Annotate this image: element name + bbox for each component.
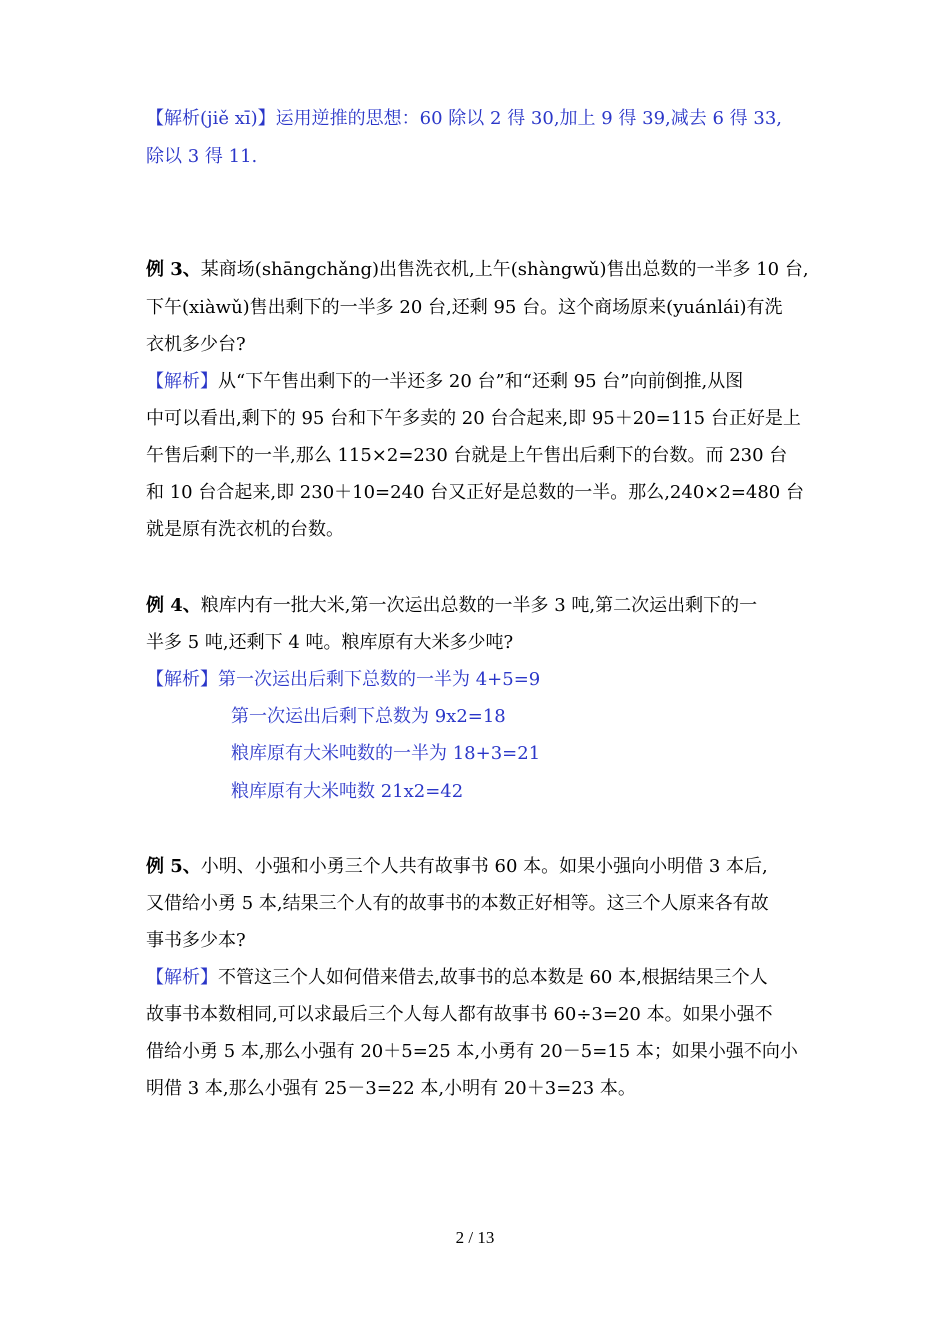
analysis-line: 粮库原有大米吨数 21x2=42 [231, 781, 464, 802]
analysis-line: 中可以看出,剩下的 95 台和下午多卖的 20 台合起来,即 95＋20=115 台正好是上 [146, 408, 801, 429]
example-label: 例 4、 [146, 595, 201, 616]
analysis-line: 【解析】从“下午售出剩下的一半还多 20 台”和“还剩 95 台”向前倒推,从图 [146, 371, 744, 392]
question-line: 又借给小勇 5 本,结果三个人有的故事书的本数正好相等。这三个人原来各有故 [146, 893, 769, 914]
analysis-line: 第一次运出后剩下总数为 9x2=18 [231, 706, 506, 727]
analysis-line: 就是原有洗衣机的台数。 [146, 519, 344, 540]
analysis-tag: 【解析】 [146, 371, 218, 392]
analysis-line: 明借 3 本,那么小强有 25－3=22 本,小明有 20＋3=23 本。 [146, 1078, 636, 1099]
example-3-question: 例 3、某商场(shāngchǎng)出售洗衣机,上午(shàngwǔ)售出总数的一半多 10 台, [146, 259, 809, 280]
analysis-tag: 【解析(jiě xī)】 [146, 108, 276, 129]
analysis-line: 和 10 台合起来,即 230＋10=240 台又正好是总数的一半。那么,240×2=480 台 [146, 482, 804, 503]
analysis-line: 粮库原有大米吨数的一半为 18+3=21 [231, 743, 541, 764]
question-line: 事书多少本? [146, 930, 246, 951]
question-line: 半多 5 吨,还剩下 4 吨。粮库原有大米多少吨? [146, 632, 514, 653]
analysis-line: 故事书本数相同,可以求最后三个人每人都有故事书 60÷3=20 本。如果小强不 [146, 1004, 773, 1025]
example-label: 例 3、 [146, 259, 201, 280]
question-line: 衣机多少台? [146, 334, 246, 355]
example-4-question: 例 4、粮库内有一批大米,第一次运出总数的一半多 3 吨,第二次运出剩下的一 [146, 595, 758, 616]
analysis-tag: 【解析】 [146, 967, 218, 988]
analysis-line: 午售后剩下的一半,那么 115×2=230 台就是上午售出后剩下的台数。而 230 台 [146, 445, 788, 466]
analysis-line: 【解析】第一次运出后剩下总数的一半为 4+5=9 [146, 669, 541, 690]
page-number: 2 / 13 [455, 1228, 495, 1247]
analysis-line: 除以 3 得 11. [146, 146, 258, 167]
analysis-line: 借给小勇 5 本,那么小强有 20＋5=25 本,小勇有 20－5=15 本；如果小强不向小 [146, 1041, 798, 1062]
analysis-tag: 【解析】 [146, 669, 218, 690]
analysis-line: 【解析】不管这三个人如何借来借去,故事书的总本数是 60 本,根据结果三个人 [146, 967, 768, 988]
example-label: 例 5、 [146, 856, 201, 877]
question-line: 下午(xiàwǔ)售出剩下的一半多 20 台,还剩 95 台。这个商场原来(yuánlái)有洗 [146, 297, 783, 318]
analysis-line: 【解析(jiě xī)】运用逆推的思想：60 除以 2 得 30,加上 9 得 39,减去 6 得 33, [146, 108, 783, 129]
example-5-question: 例 5、小明、小强和小勇三个人共有故事书 60 本。如果小强向小明借 3 本后, [146, 856, 768, 877]
